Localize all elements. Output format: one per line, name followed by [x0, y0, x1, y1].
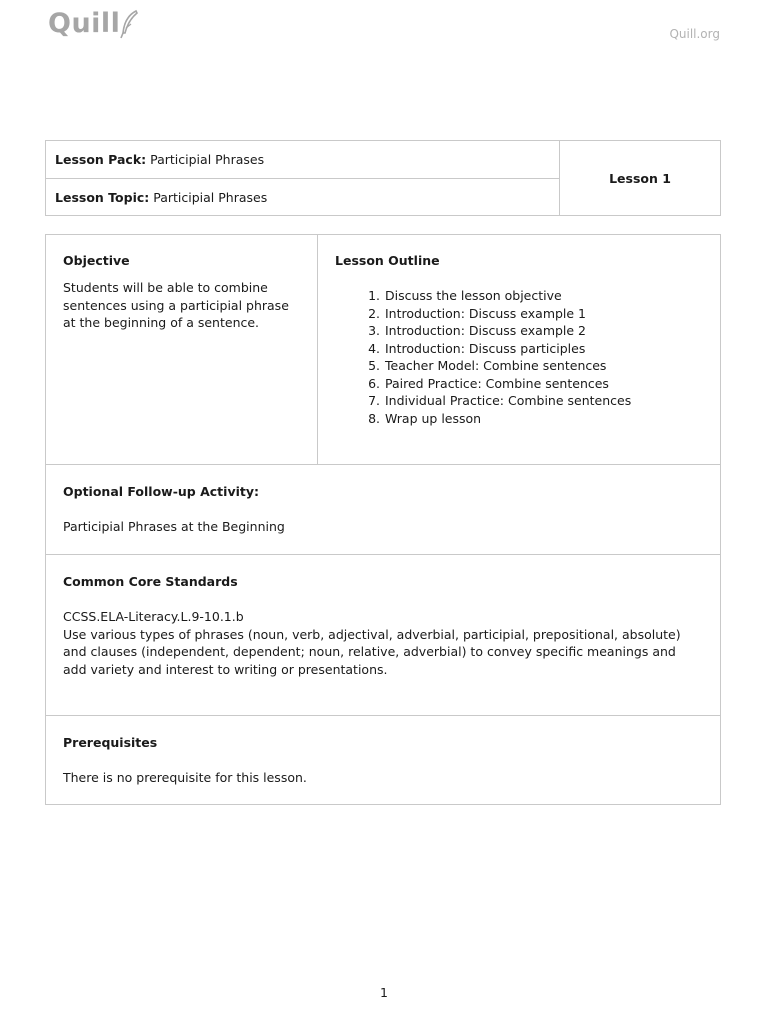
list-item: 1. Discuss the lesson objective	[368, 288, 562, 303]
followup-activity-link[interactable]: Participial Phrases at the Beginning	[63, 519, 285, 534]
lesson-topic-row	[46, 178, 559, 215]
followup-section	[46, 464, 720, 554]
lesson-outline-heading: Lesson Outline	[335, 253, 440, 268]
standards-heading: Common Core Standards	[63, 574, 238, 589]
list-item: 2. Introduction: Discuss example 1	[368, 305, 587, 321]
prerequisites-section	[46, 715, 720, 806]
lesson-outline-list	[335, 287, 703, 427]
lesson-details-table	[45, 234, 721, 805]
site-link[interactable]: Quill.org	[669, 27, 720, 41]
followup-heading: Optional Follow-up Activity:	[63, 484, 260, 499]
objective-cell	[46, 235, 318, 465]
quill-pen-icon	[118, 9, 140, 39]
lesson-topic-label: Lesson Topic:	[55, 189, 150, 205]
quill-logo	[48, 8, 140, 39]
prerequisites-text: There is no prerequisite for this lesson.	[63, 770, 307, 785]
standard-code: CCSS.ELA-Literacy.L.9-10.1.b	[63, 609, 244, 624]
objective-heading: Objective	[63, 253, 130, 268]
list-item: 4. Introduction: Discuss participles	[368, 340, 586, 356]
list-item: 8. Wrap up lesson	[368, 410, 482, 426]
lesson-number: Lesson 1	[609, 170, 671, 186]
list-item: 7. Individual Practice: Combine sentences	[368, 393, 632, 408]
lesson-pack-label: Lesson Pack:	[55, 152, 147, 167]
prerequisites-heading: Prerequisites	[63, 735, 158, 750]
logo-text: Quill	[48, 8, 121, 39]
lesson-pack-row	[46, 141, 559, 178]
lesson-topic-value: Participial Phrases	[149, 189, 268, 205]
lesson-header-table	[45, 140, 721, 216]
standard-description: Use various types of phrases (noun, verb, adjectival, adverbial, participial, prepositional, absolute) and clauses (independent, dependent; noun, relative, adverbial) to convey specific meanings and add variety and interest to writing or presentations.	[63, 626, 681, 677]
page-number: 1	[380, 985, 388, 1000]
lesson-outline-cell	[318, 235, 720, 465]
standards-section	[46, 554, 720, 715]
list-item: 3. Introduction: Discuss example 2	[368, 323, 587, 338]
list-item: 5. Teacher Model: Combine sentences	[368, 358, 607, 373]
lesson-pack-value: Participial Phrases	[146, 152, 265, 167]
list-item: 6. Paired Practice: Combine sentences	[368, 375, 609, 391]
objective-text: Students will be able to combine sentences using a participial phrase at the beginning of a sentence.	[63, 280, 289, 330]
